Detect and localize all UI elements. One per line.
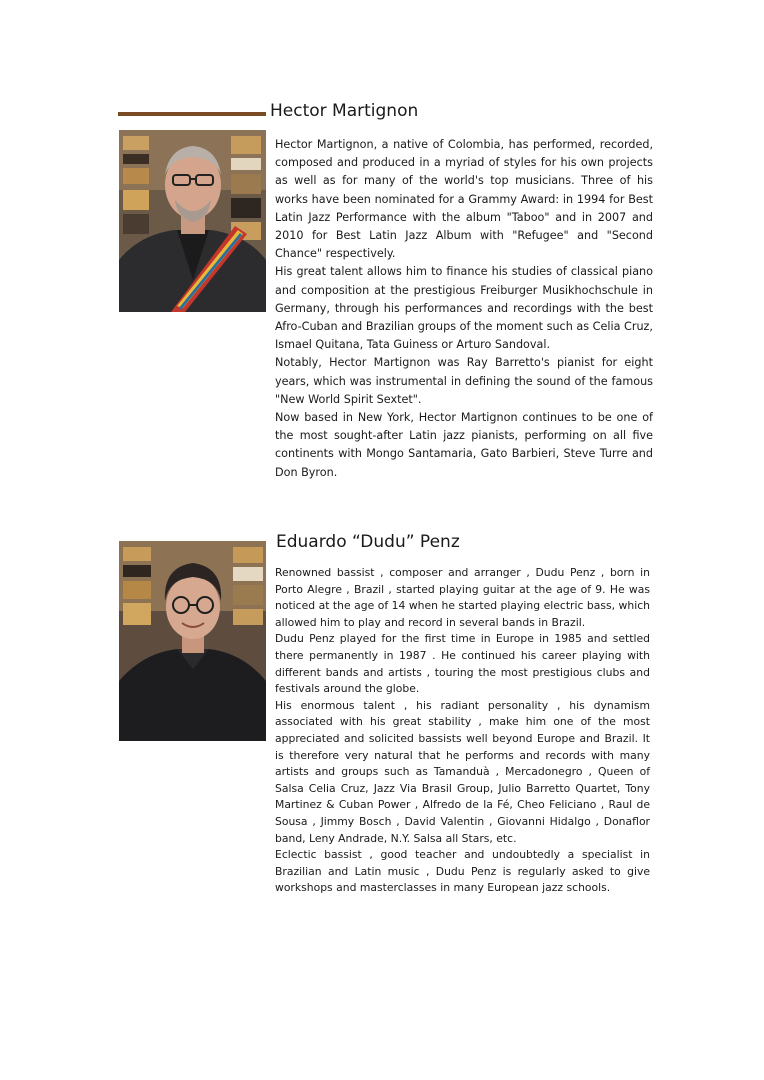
bio-paragraph: His great talent allows him to finance his studies of classical piano and composition at the prestigious Freiburger Musikhochschule in Germany, through his performances and recordings with the best Afro-Cuban and Brazilian groups of the moment such as Celia Cruz, Ismael Quitana, Tata Guiness or Arturo Sandoval. xyxy=(275,265,653,352)
portrait-illustration-dudu xyxy=(119,541,266,741)
bio-paragraph: Dudu Penz played for the first time in Europe in 1985 and settled there permanently in 1987 . He continued his career playing with different bands and artists , touring the most prestigious clubs and festivals around the globe. xyxy=(275,632,650,696)
bio-paragraph: His enormous talent , his radiant personality , his dynamism associated with his great stability , make him one of the most appreciated and solicited bassists well beyond Europe and Brazil. It is therefore very natural that he performs and records with many artists and groups such as Tamanduà , Mercadonegro , Queen of Salsa Celia Cruz, Jazz Via Brasil Group, Julio Barretto Quartet, Tony Martinez & Cuban Power , Alfredo de la Fé, Cheo Feliciano , Raul de Sousa , Jimmy Bosch , David Valentin , Giovanni Hidalgo , Donaflor band, Leny Andrade, N.Y. Salsa all Stars, etc. xyxy=(275,698,650,845)
bio-paragraph: Notably, Hector Martignon was Ray Barretto's pianist for eight years, which was instrumental in defining the sound of the famous "New World Spirit Sextet". xyxy=(275,356,653,406)
bio-paragraph: Renowned bassist , composer and arranger , Dudu Penz , born in Porto Alegre , Brazil , started playing guitar at the age of 9. He was noticed at the age of 14 when he started playing electric bass, which allowed him to play and record in several bands in Brazil. xyxy=(275,566,650,629)
photo-dudu-penz xyxy=(119,541,266,741)
photo-hector-martignon xyxy=(119,130,266,312)
bio-hector xyxy=(275,136,653,482)
bio-paragraph: Now based in New York, Hector Martignon continues to be one of the most sought-after Latin jazz pianists, performing on all five continents with Mongo Santamaria, Gato Barbieri, Steve Turre and Don Byron. xyxy=(275,411,653,479)
bio-dudu xyxy=(275,565,650,897)
portrait-illustration-hector xyxy=(119,130,266,312)
title-accent-rule xyxy=(118,112,266,116)
profile-name-dudu: Eduardo “Dudu” Penz xyxy=(276,532,460,552)
profile-name-hector: Hector Martignon xyxy=(270,101,419,121)
bio-paragraph: Eclectic bassist , good teacher and undoubtedly a specialist in Brazilian and Latin music , Dudu Penz is regularly asked to give workshops and masterclasses in many European jazz schools. xyxy=(275,848,650,895)
bio-paragraph: Hector Martignon, a native of Colombia, has performed, recorded, composed and produced in a myriad of styles for his own projects as well as for many of the world's top musicians. Three of his works have been nominated for a Grammy Award: in 1994 for Best Latin Jazz Performance with the album "Taboo" and in 2007 and 2010 for Best Latin Jazz Album with "Refugee" and "Second Chance" respectively. xyxy=(275,138,653,261)
